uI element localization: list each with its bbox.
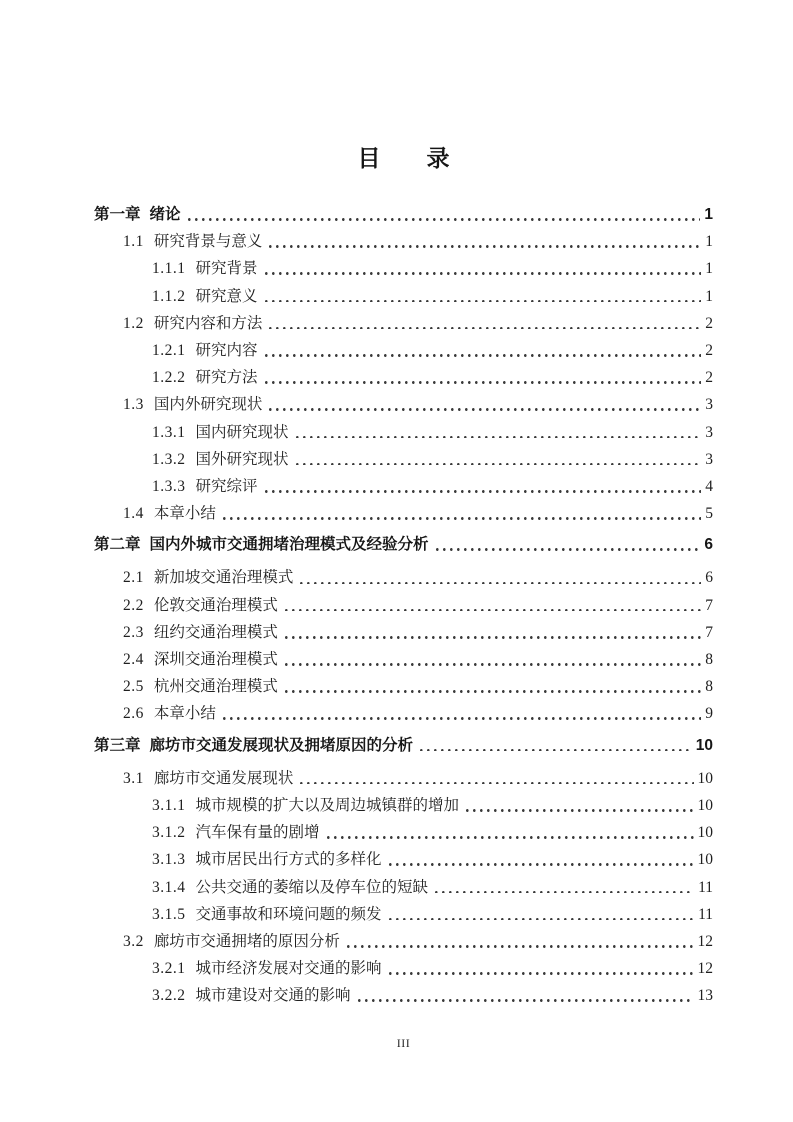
dot-leader bbox=[300, 782, 693, 785]
dot-leader bbox=[389, 918, 695, 921]
toc-entry-title: 城市经济发展对交通的影响 bbox=[195, 960, 382, 978]
toc-entry[interactable] bbox=[94, 564, 713, 591]
toc-entry[interactable] bbox=[94, 846, 713, 873]
toc-entry[interactable] bbox=[94, 283, 713, 310]
toc-entry-title: 杭州交通治理模式 bbox=[153, 678, 278, 696]
toc-entry-page: 12 bbox=[697, 932, 713, 950]
toc-entry-number: 1.2 bbox=[123, 314, 144, 332]
toc-entry-number: 1.3.3 bbox=[152, 477, 186, 495]
toc-entry-number: 1.3.1 bbox=[152, 423, 186, 441]
toc-entry-page: 10 bbox=[697, 796, 713, 814]
toc-entry-number: 1.1.1 bbox=[152, 260, 186, 278]
toc-entry[interactable] bbox=[94, 446, 713, 473]
dot-leader bbox=[300, 582, 701, 585]
toc-entry[interactable] bbox=[94, 928, 713, 955]
dot-leader bbox=[269, 408, 701, 411]
toc-entry-title: 廊坊市交通拥堵的原因分析 bbox=[153, 932, 340, 950]
toc-entry-title: 研究综评 bbox=[195, 477, 258, 495]
dot-leader bbox=[296, 463, 702, 466]
toc-entry-number: 3.2 bbox=[123, 932, 144, 950]
dot-leader bbox=[296, 436, 702, 439]
toc-entry-title: 绪论 bbox=[149, 206, 181, 223]
dot-leader bbox=[347, 945, 694, 948]
toc-entry-title: 研究意义 bbox=[195, 287, 258, 305]
toc-entry-number: 2.1 bbox=[123, 569, 144, 587]
toc-entry[interactable] bbox=[94, 255, 713, 282]
toc-entry-page: 11 bbox=[698, 905, 713, 923]
toc-entry[interactable] bbox=[94, 531, 713, 558]
toc-entry-title: 公共交通的萎缩以及停车位的短缺 bbox=[195, 878, 429, 896]
toc-entry-page: 6 bbox=[704, 536, 713, 554]
dot-leader bbox=[265, 300, 702, 303]
toc-entry-page: 12 bbox=[697, 960, 713, 978]
toc-entry-page: 1 bbox=[705, 260, 713, 278]
toc-entry-title: 研究内容和方法 bbox=[153, 314, 263, 332]
toc-entry-title: 城市规模的扩大以及周边城镇群的增加 bbox=[195, 796, 460, 814]
toc-entry-number: 2.3 bbox=[123, 623, 144, 641]
dot-leader bbox=[435, 891, 694, 894]
toc-entry-number: 2.2 bbox=[123, 596, 144, 614]
toc-entry[interactable] bbox=[94, 874, 713, 901]
dot-leader bbox=[285, 609, 701, 612]
toc-entry-number: 3.1.1 bbox=[152, 796, 186, 814]
toc-entry[interactable] bbox=[94, 500, 713, 527]
toc-entry-page: 9 bbox=[705, 705, 713, 723]
toc-entry-title: 纽约交通治理模式 bbox=[153, 623, 278, 641]
dot-leader bbox=[358, 999, 694, 1002]
toc-entry-number: 2.4 bbox=[123, 651, 144, 668]
toc-entry-page: 2 bbox=[705, 314, 713, 332]
toc-entry-page: 8 bbox=[705, 651, 713, 668]
dot-leader bbox=[420, 749, 692, 752]
toc-entry-number: 3.1.4 bbox=[152, 878, 186, 896]
toc-entry[interactable] bbox=[94, 901, 713, 928]
toc-entry-page: 10 bbox=[695, 736, 713, 754]
toc-entry-number: 3.2.2 bbox=[152, 987, 186, 1005]
toc-entry[interactable] bbox=[94, 792, 713, 819]
toc-entry-page: 3 bbox=[705, 450, 713, 468]
toc-entry-title: 新加坡交通治理模式 bbox=[153, 569, 294, 587]
toc-entry-title: 本章小结 bbox=[153, 705, 216, 723]
toc-entry[interactable] bbox=[94, 700, 713, 727]
toc-entry-page: 7 bbox=[705, 623, 713, 641]
toc-title: 目 录 bbox=[357, 145, 450, 171]
toc-entry[interactable] bbox=[94, 765, 713, 792]
toc-entry-number: 1.3.2 bbox=[152, 450, 186, 468]
toc-entry-title: 交通事故和环境问题的频发 bbox=[195, 905, 382, 923]
dot-leader bbox=[285, 636, 701, 639]
dot-leader bbox=[223, 517, 701, 520]
toc-entry-number: 3.2.1 bbox=[152, 960, 186, 978]
dot-leader bbox=[265, 272, 702, 275]
toc-entry[interactable] bbox=[94, 619, 713, 646]
dot-leader bbox=[285, 663, 701, 666]
dot-leader bbox=[188, 218, 701, 221]
toc-entry-title: 研究背景与意义 bbox=[153, 233, 263, 251]
toc-entry-title: 廊坊市交通发展现状 bbox=[153, 769, 294, 787]
toc-entry-page: 1 bbox=[704, 206, 713, 223]
toc-entry-page: 10 bbox=[697, 851, 713, 869]
toc-entry[interactable] bbox=[94, 473, 713, 500]
dot-leader bbox=[436, 548, 701, 551]
toc-entry[interactable] bbox=[94, 337, 713, 364]
toc-entry-page: 13 bbox=[697, 987, 713, 1005]
toc-entry[interactable] bbox=[94, 419, 713, 446]
dot-leader bbox=[265, 490, 702, 493]
toc-entry-number: 第三章 bbox=[94, 736, 141, 754]
toc-entry-title: 研究背景 bbox=[195, 260, 258, 278]
toc-entry-title: 国内外城市交通拥堵治理模式及经验分析 bbox=[149, 536, 429, 554]
toc-entry[interactable] bbox=[94, 592, 713, 619]
toc-entry-page: 10 bbox=[697, 769, 713, 787]
toc-entry-title: 国内研究现状 bbox=[195, 423, 289, 441]
toc-entry-page: 11 bbox=[698, 878, 713, 896]
toc-entry-page: 10 bbox=[697, 824, 713, 842]
dot-leader bbox=[223, 717, 701, 720]
toc-entry-title: 廊坊市交通发展现状及拥堵原因的分析 bbox=[149, 736, 414, 754]
toc-entry-title: 城市建设对交通的影响 bbox=[195, 987, 351, 1005]
toc-entry[interactable] bbox=[94, 955, 713, 982]
toc-entry-number: 3.1.5 bbox=[152, 905, 186, 923]
toc-entry-number: 1.2.2 bbox=[152, 369, 186, 387]
toc-list bbox=[94, 201, 713, 1009]
toc-entry-title: 深圳交通治理模式 bbox=[153, 651, 278, 668]
toc-entry-page: 8 bbox=[705, 678, 713, 696]
dot-leader bbox=[269, 245, 701, 248]
dot-leader bbox=[466, 809, 693, 812]
toc-entry[interactable] bbox=[94, 673, 713, 700]
toc-entry-title: 城市居民出行方式的多样化 bbox=[195, 851, 382, 869]
toc-entry-number: 第一章 bbox=[94, 206, 141, 223]
toc-entry-page: 1 bbox=[705, 233, 713, 251]
dot-leader bbox=[389, 863, 694, 866]
toc-entry-number: 1.1 bbox=[123, 233, 144, 251]
toc-entry-number: 2.6 bbox=[123, 705, 144, 723]
dot-leader bbox=[265, 354, 702, 357]
toc-entry-page: 2 bbox=[705, 341, 713, 359]
toc-entry-number: 3.1.2 bbox=[152, 824, 186, 842]
toc-entry-number: 3.1 bbox=[123, 769, 144, 787]
toc-entry-title: 研究内容 bbox=[195, 341, 258, 359]
toc-entry[interactable] bbox=[94, 819, 713, 846]
toc-entry-page: 4 bbox=[705, 477, 713, 495]
toc-entry-title: 伦敦交通治理模式 bbox=[153, 596, 278, 614]
toc-entry-title: 国内外研究现状 bbox=[153, 396, 263, 414]
toc-entry-page: 1 bbox=[705, 287, 713, 305]
toc-entry[interactable] bbox=[94, 732, 713, 759]
toc-entry-number: 第二章 bbox=[94, 536, 141, 554]
toc-entry-number: 3.1.3 bbox=[152, 851, 186, 869]
toc-entry[interactable] bbox=[94, 646, 713, 673]
dot-leader bbox=[269, 327, 701, 330]
toc-entry[interactable] bbox=[94, 228, 713, 255]
toc-entry[interactable] bbox=[94, 982, 713, 1009]
toc-entry-page: 6 bbox=[705, 569, 713, 587]
page-content bbox=[94, 0, 713, 1009]
dot-leader bbox=[265, 381, 702, 384]
toc-entry-title: 国外研究现状 bbox=[195, 450, 289, 468]
toc-entry-number: 1.1.2 bbox=[152, 287, 186, 305]
toc-entry-number: 1.4 bbox=[123, 505, 144, 523]
toc-entry-number: 1.2.1 bbox=[152, 341, 186, 359]
toc-entry-title: 本章小结 bbox=[153, 505, 216, 523]
dot-leader bbox=[327, 836, 694, 839]
dot-leader bbox=[285, 690, 701, 693]
toc-entry[interactable] bbox=[94, 391, 713, 418]
toc-entry-page: 5 bbox=[705, 505, 713, 523]
toc-entry-number: 1.3 bbox=[123, 396, 144, 414]
page-number-footer: III bbox=[396, 1036, 411, 1050]
toc-entry-title: 汽车保有量的剧增 bbox=[195, 824, 320, 842]
toc-entry-page: 2 bbox=[705, 369, 713, 387]
toc-entry[interactable] bbox=[94, 310, 713, 337]
toc-entry-number: 2.5 bbox=[123, 678, 144, 696]
toc-entry-title: 研究方法 bbox=[195, 369, 258, 387]
toc-entry[interactable] bbox=[94, 364, 713, 391]
dot-leader bbox=[389, 972, 694, 975]
toc-entry-page: 7 bbox=[705, 596, 713, 614]
toc-entry-page: 3 bbox=[705, 423, 713, 441]
toc-entry-page: 3 bbox=[705, 396, 713, 414]
toc-entry[interactable] bbox=[94, 201, 713, 228]
